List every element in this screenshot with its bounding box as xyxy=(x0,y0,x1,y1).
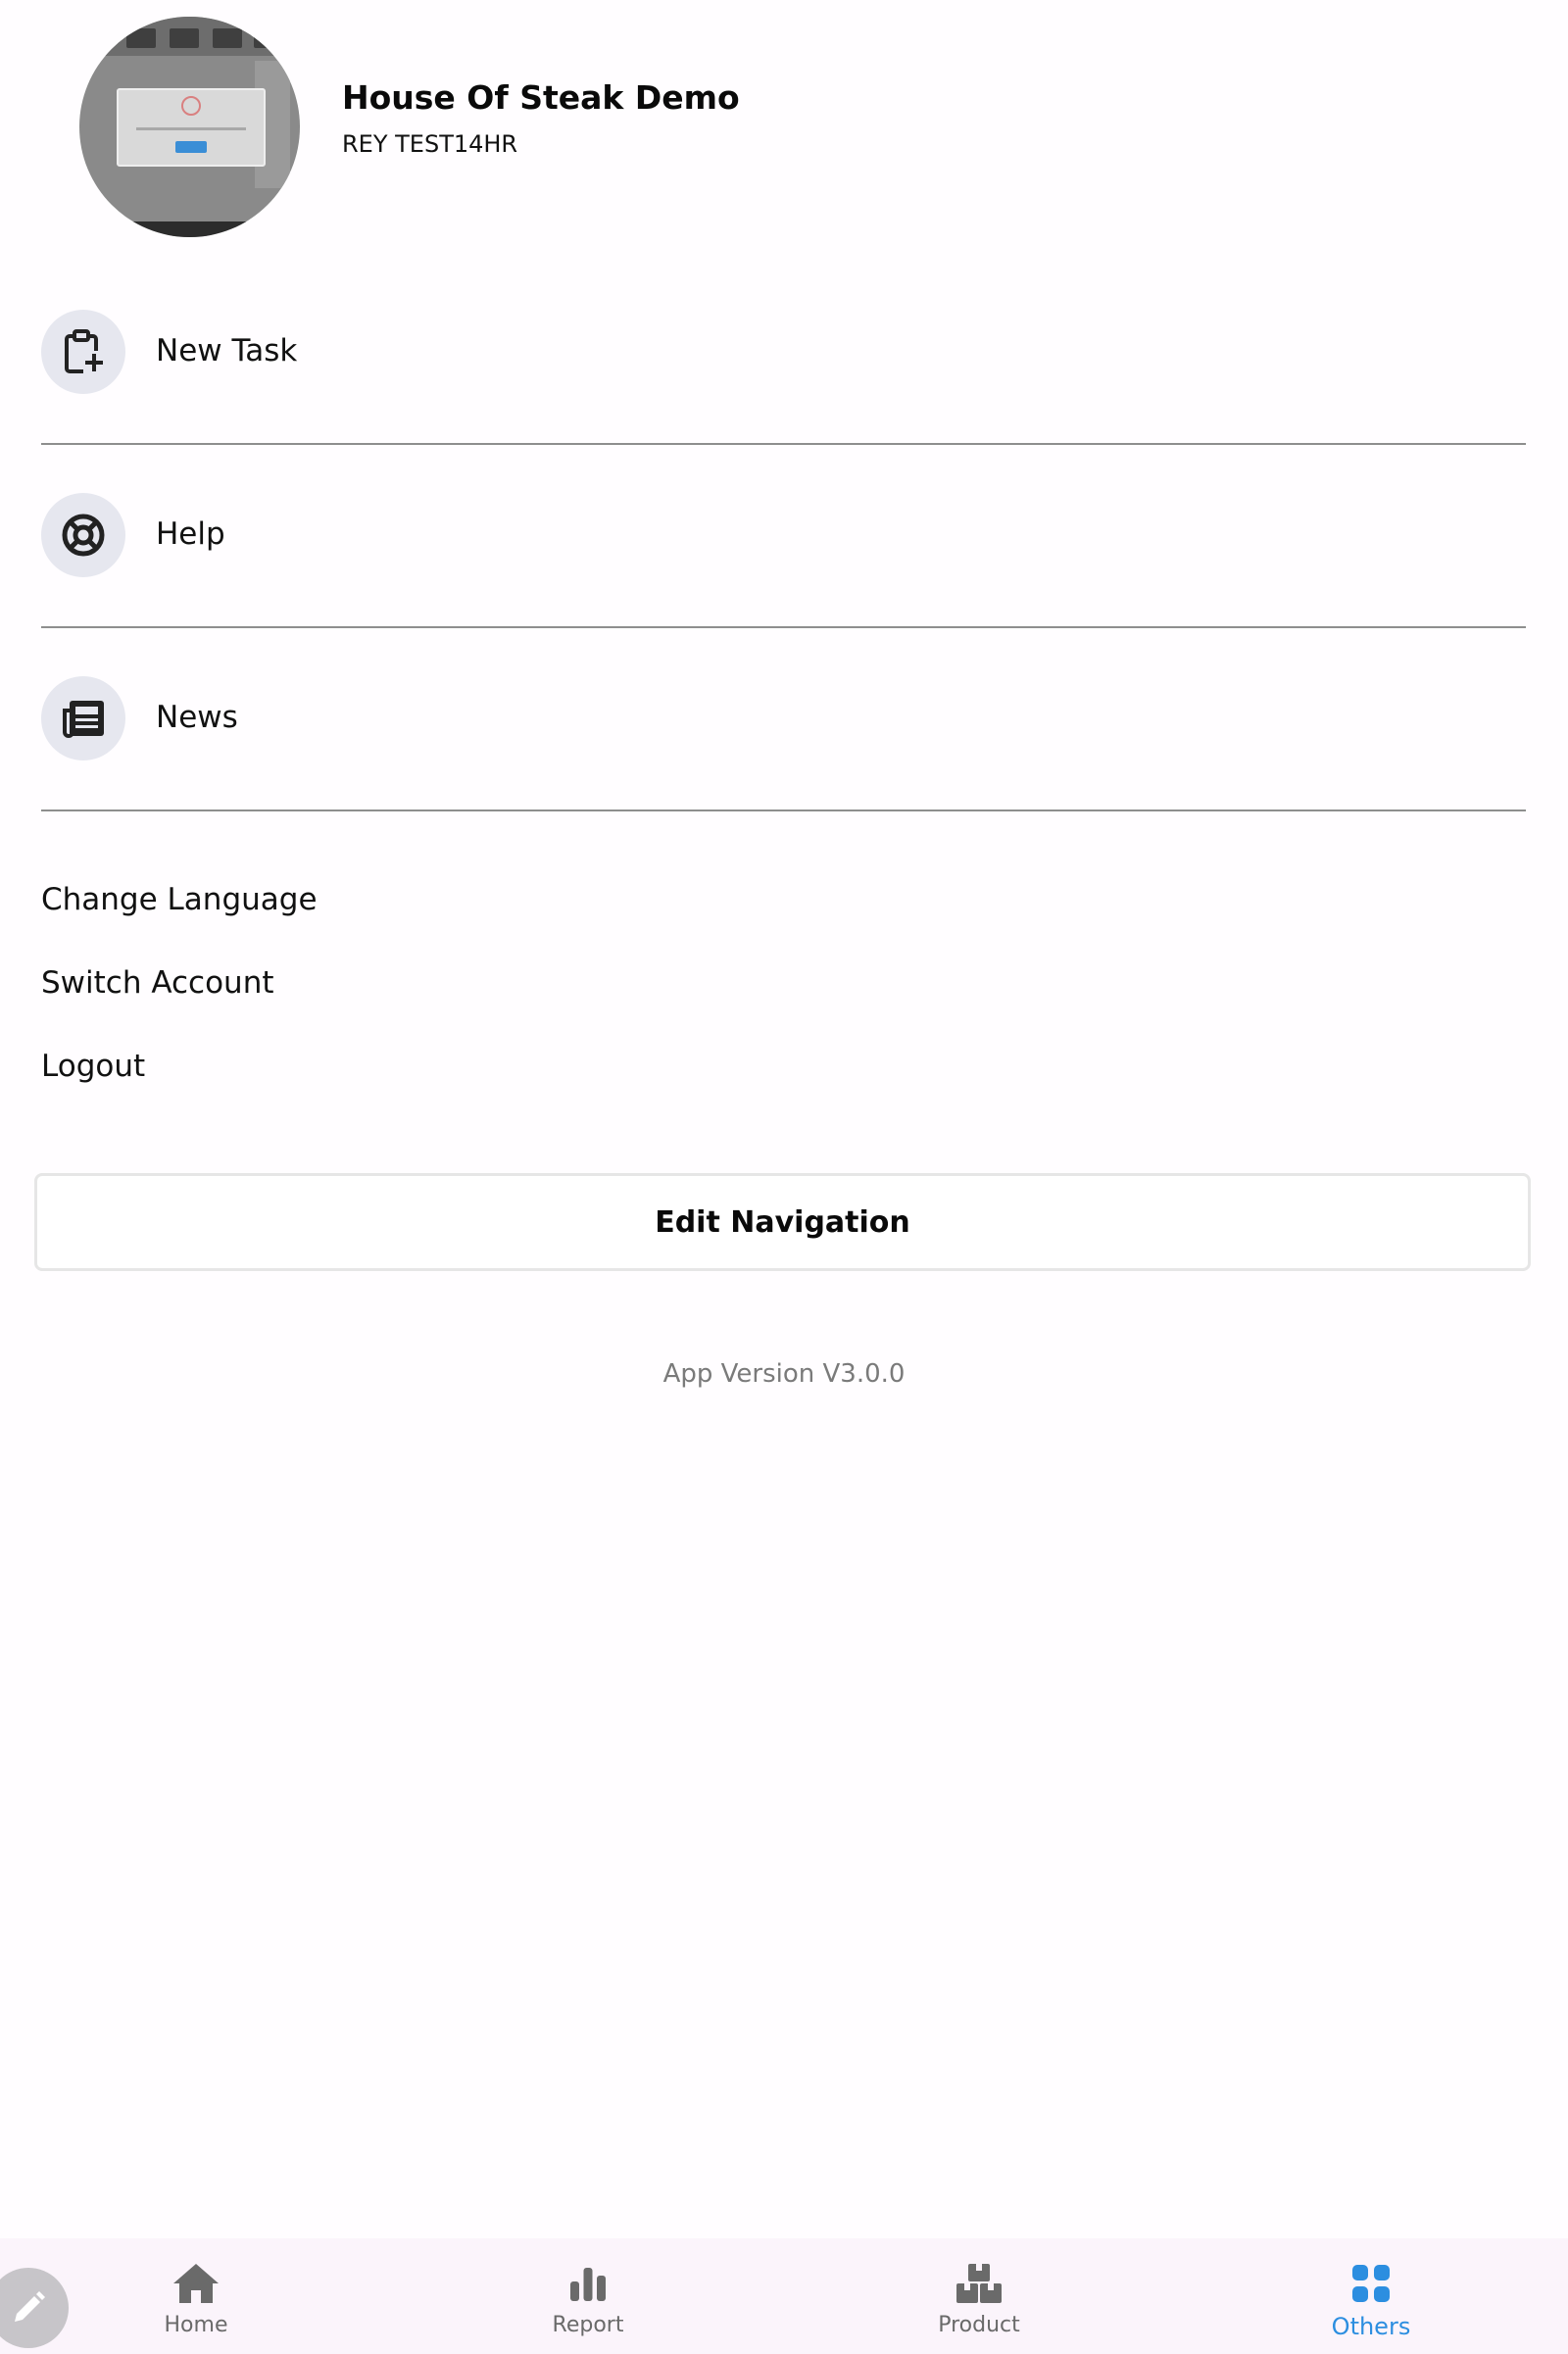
user-name: REY TEST14HR xyxy=(342,130,518,158)
newspaper-icon xyxy=(41,676,125,760)
profile-header xyxy=(0,0,1568,255)
nav-label-others: Others xyxy=(1331,2313,1411,2340)
divider xyxy=(41,626,1526,628)
divider xyxy=(41,809,1526,811)
edit-navigation-button[interactable]: Edit Navigation xyxy=(34,1173,1531,1271)
bottom-navigation xyxy=(0,2238,1568,2354)
nav-label-home: Home xyxy=(164,2313,228,2337)
store-avatar xyxy=(79,17,300,237)
grid-icon xyxy=(1346,2258,1396,2309)
nav-item-product[interactable] xyxy=(881,2238,1077,2354)
nav-item-others[interactable] xyxy=(1273,2238,1469,2354)
boxes-icon xyxy=(954,2258,1004,2309)
logout-link[interactable]: Logout xyxy=(41,1049,146,1084)
menu-item-help[interactable] xyxy=(41,446,1526,628)
menu-item-new-task[interactable] xyxy=(41,263,1526,445)
switch-account-link[interactable]: Switch Account xyxy=(41,965,274,1001)
menu-item-label: Help xyxy=(156,516,225,552)
menu-item-label: News xyxy=(156,700,238,735)
store-name: House Of Steak Demo xyxy=(342,78,740,117)
divider xyxy=(41,443,1526,445)
app-version: App Version V3.0.0 xyxy=(662,1359,906,1389)
nav-label-product: Product xyxy=(938,2313,1020,2337)
nav-item-home[interactable] xyxy=(98,2238,294,2354)
nav-item-report[interactable] xyxy=(490,2238,686,2354)
change-language-link[interactable]: Change Language xyxy=(41,882,318,917)
lifebuoy-icon xyxy=(41,493,125,577)
pencil-icon xyxy=(9,2288,48,2328)
menu-item-label: New Task xyxy=(156,333,298,368)
clipboard-plus-icon xyxy=(41,310,125,394)
nav-label-report: Report xyxy=(552,2313,624,2337)
home-icon xyxy=(171,2258,221,2309)
bar-chart-icon xyxy=(563,2258,613,2309)
menu-item-news[interactable] xyxy=(41,629,1526,811)
